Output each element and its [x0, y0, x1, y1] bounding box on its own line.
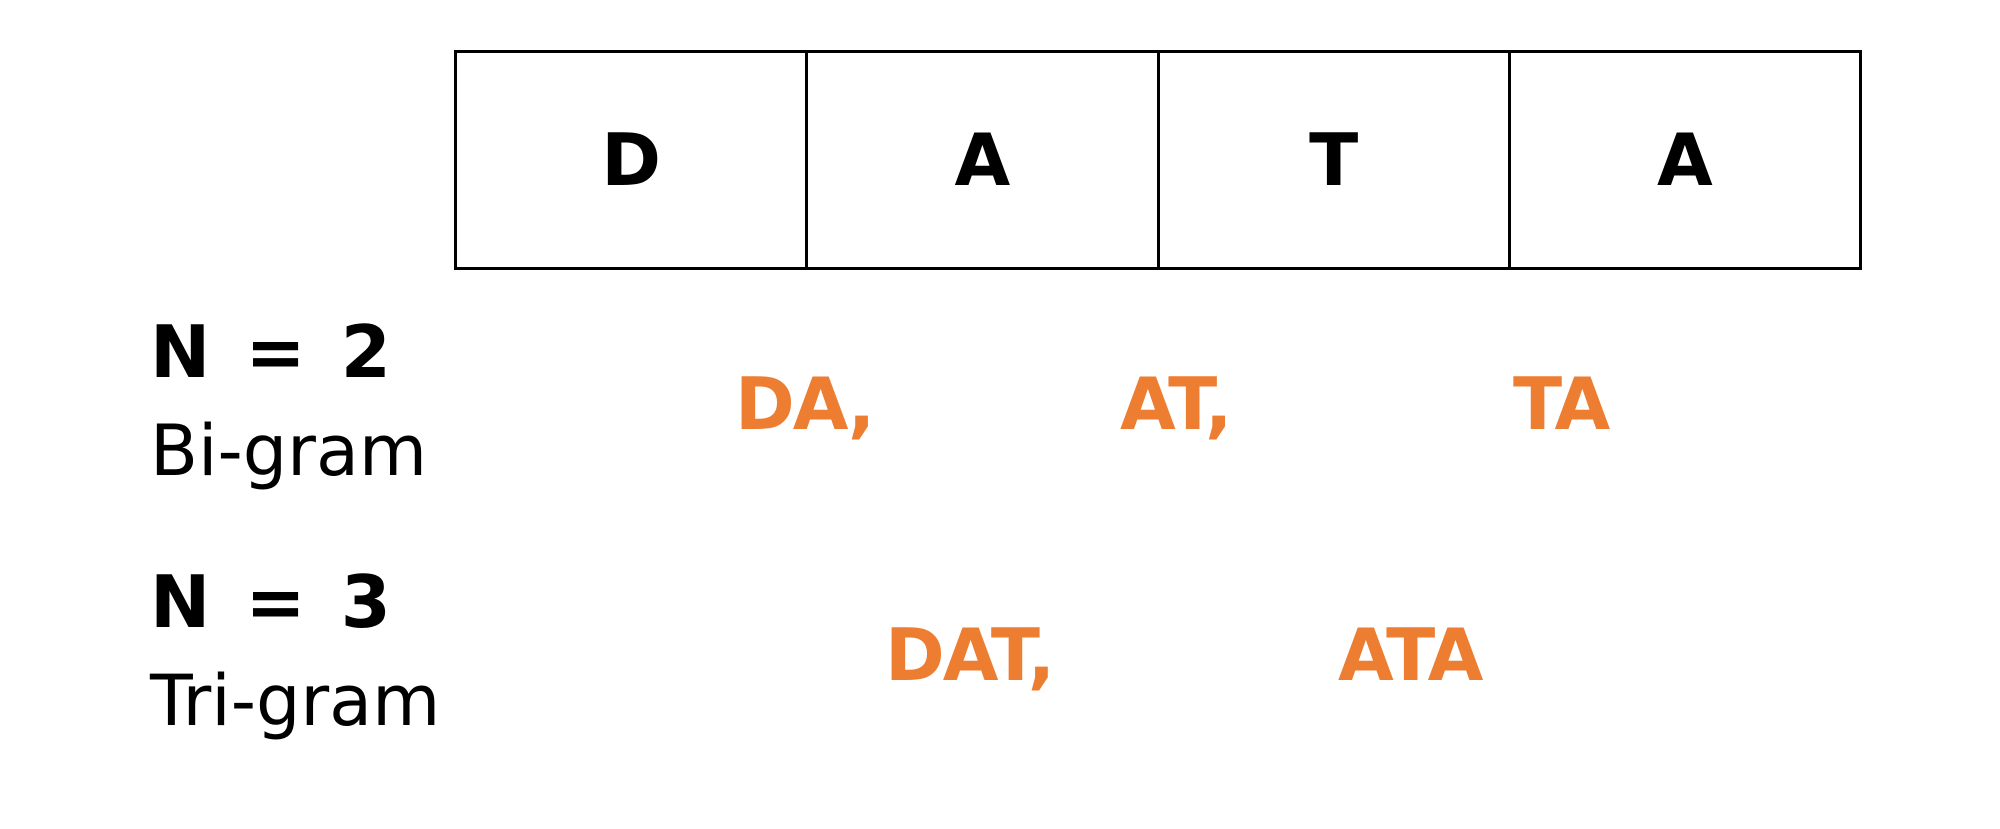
- trigram-name: Tri-gram: [150, 660, 441, 742]
- bigram-name: Bi-gram: [150, 410, 428, 492]
- bigram-item-2: AT,: [1120, 362, 1231, 446]
- letter-box-3: T: [1157, 53, 1508, 267]
- bigram-item-3: TA: [1513, 362, 1609, 446]
- letter-box-4: A: [1508, 53, 1859, 267]
- trigram-item-1: DAT,: [885, 613, 1054, 697]
- word-letter-boxes: [454, 50, 1862, 270]
- trigram-item-2: ATA: [1338, 613, 1482, 697]
- letter-box-2: A: [805, 53, 1156, 267]
- bigram-n-value: N = 2: [150, 310, 391, 394]
- bigram-label: [150, 310, 428, 492]
- letter-box-1: D: [601, 118, 661, 202]
- trigram-n-value: N = 3: [150, 560, 391, 644]
- bigram-item-1: DA,: [735, 362, 874, 446]
- trigram-label: [150, 560, 441, 742]
